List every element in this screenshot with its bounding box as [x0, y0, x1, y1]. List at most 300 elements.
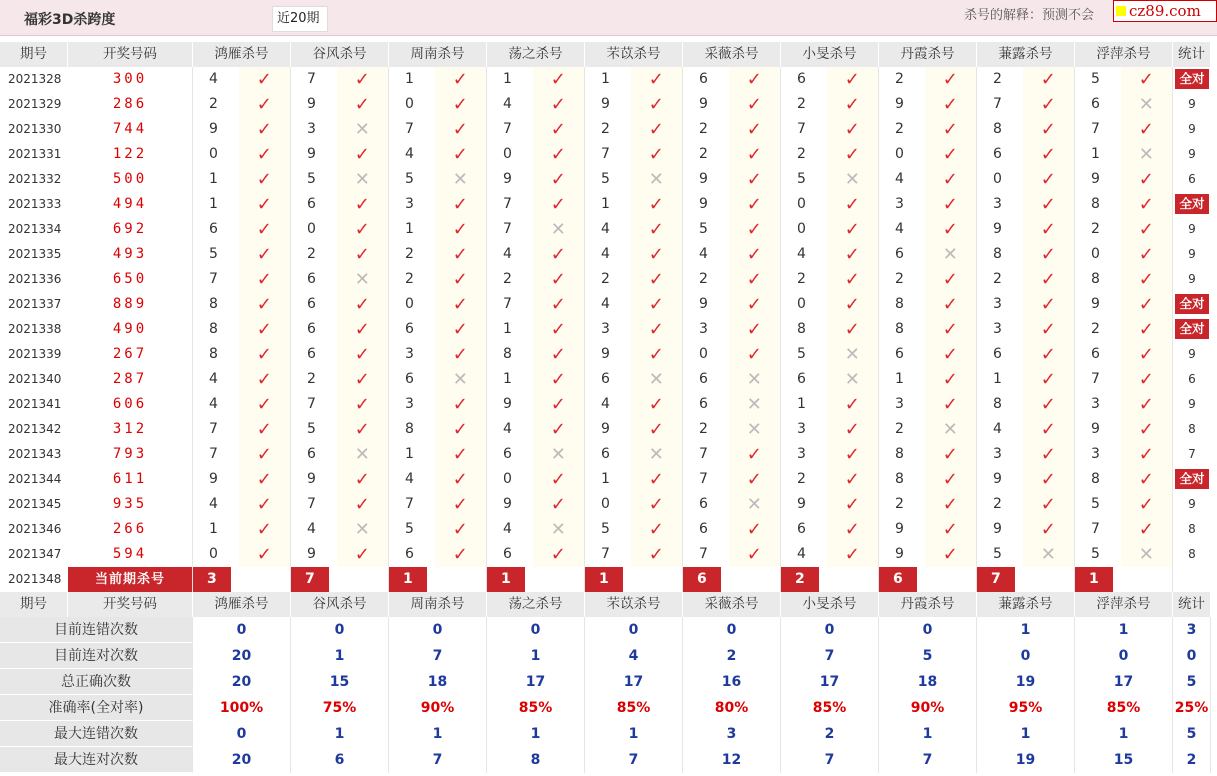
check-icon: ✓	[729, 242, 780, 267]
col-expert-header[interactable]: 浮萍杀号	[1075, 42, 1173, 67]
expert-cell	[291, 367, 389, 392]
kill-number: 7	[1091, 521, 1100, 537]
stat-cell: 7	[1188, 447, 1196, 461]
kill-number: 2	[503, 271, 512, 287]
stats-value: 1	[1075, 721, 1173, 747]
period-select[interactable]: 近20期	[272, 6, 328, 32]
expert-cell	[683, 467, 781, 492]
kill-number-cell	[781, 567, 827, 592]
period-cell: 2021342	[8, 422, 62, 436]
kill-number: 2	[601, 121, 610, 137]
check-icon: ✓	[1023, 367, 1074, 392]
check-icon: ✓	[925, 517, 976, 542]
stat-cell: 9	[1188, 97, 1196, 111]
all-correct-badge: 全对	[1175, 319, 1208, 339]
kill-number: 8	[895, 321, 904, 337]
check-icon: ✓	[827, 417, 878, 442]
expert-cell	[389, 292, 487, 317]
kill-number: 3	[1091, 396, 1100, 412]
period-cell: 2021348	[8, 572, 62, 586]
current-kill-number: 6	[683, 567, 721, 592]
cross-icon: ✕	[729, 417, 780, 442]
kill-number: 9	[699, 196, 708, 212]
kill-number: 2	[699, 421, 708, 437]
check-icon: ✓	[925, 292, 976, 317]
kill-number-cell	[585, 567, 631, 592]
table-row	[0, 217, 1211, 242]
stats-total: 2	[1173, 747, 1211, 773]
kill-number: 9	[307, 96, 316, 112]
kill-number: 6	[1091, 96, 1100, 112]
expert-cell	[879, 142, 977, 167]
check-icon: ✓	[533, 242, 584, 267]
col-expert-header[interactable]: 芣苡杀号	[585, 42, 683, 67]
check-icon: ✓	[239, 367, 290, 392]
check-icon: ✓	[337, 467, 388, 492]
period-cell: 2021341	[8, 397, 62, 411]
draw-number-cell: 287	[68, 367, 193, 392]
expert-cell	[977, 67, 1075, 92]
expert-cell	[683, 392, 781, 417]
check-icon: ✓	[533, 67, 584, 92]
check-icon: ✓	[925, 317, 976, 342]
table-row	[0, 417, 1211, 442]
check-icon: ✓	[533, 142, 584, 167]
expert-cell	[683, 292, 781, 317]
stat-cell: 9	[1188, 122, 1196, 136]
kill-number: 9	[209, 471, 218, 487]
check-icon: ✓	[239, 517, 290, 542]
all-correct-badge: 全对	[1175, 194, 1208, 214]
kill-number: 4	[797, 546, 806, 562]
check-icon: ✓	[827, 192, 878, 217]
stat-cell	[1173, 67, 1211, 92]
expert-cell	[585, 367, 683, 392]
expert-cell	[389, 567, 487, 592]
stats-value: 90%	[879, 695, 977, 721]
check-icon: ✓	[827, 292, 878, 317]
check-icon: ✓	[239, 492, 290, 517]
expert-cell	[683, 242, 781, 267]
kill-number: 0	[405, 96, 414, 112]
kill-number: 5	[209, 246, 218, 262]
kill-number: 6	[307, 346, 316, 362]
check-icon: ✓	[925, 92, 976, 117]
stats-value: 7	[879, 747, 977, 773]
all-correct-badge: 全对	[1175, 469, 1208, 489]
check-icon: ✓	[729, 467, 780, 492]
check-icon: ✓	[729, 317, 780, 342]
kill-number: 3	[699, 321, 708, 337]
expert-cell	[683, 117, 781, 142]
expert-cell	[487, 492, 585, 517]
col-expert-header[interactable]: 小旻杀号	[781, 42, 879, 67]
kill-number: 9	[307, 471, 316, 487]
current-kill-label: 当前期杀号	[68, 567, 193, 592]
check-icon: ✓	[435, 542, 486, 567]
draw-number-cell: 594	[68, 542, 193, 567]
col-expert-header[interactable]: 谷风杀号	[291, 592, 389, 617]
expert-cell	[781, 542, 879, 567]
expert-cell	[977, 342, 1075, 367]
check-icon: ✓	[1023, 67, 1074, 92]
check-icon: ✓	[239, 192, 290, 217]
check-icon: ✓	[1121, 442, 1172, 467]
expert-cell	[683, 192, 781, 217]
kill-number: 6	[699, 496, 708, 512]
expert-cell	[487, 267, 585, 292]
expert-cell	[1075, 242, 1173, 267]
check-icon: ✓	[1121, 492, 1172, 517]
kill-number: 9	[1091, 171, 1100, 187]
kill-number: 2	[895, 421, 904, 437]
kill-number: 4	[797, 246, 806, 262]
current-kill-number: 1	[487, 567, 525, 592]
expert-cell	[977, 392, 1075, 417]
stats-value: 16	[683, 669, 781, 695]
col-expert-header[interactable]: 小旻杀号	[781, 592, 879, 617]
expert-cell	[781, 92, 879, 117]
kill-number: 1	[503, 321, 512, 337]
check-icon: ✓	[729, 267, 780, 292]
expert-cell	[193, 117, 291, 142]
expert-cell	[1075, 117, 1173, 142]
col-expert-header[interactable]: 荡之杀号	[487, 592, 585, 617]
stat-cell: 9	[1188, 497, 1196, 511]
expert-cell	[487, 242, 585, 267]
expert-cell	[291, 342, 389, 367]
kill-number: 9	[993, 521, 1002, 537]
check-icon: ✓	[827, 442, 878, 467]
kill-number: 4	[209, 371, 218, 387]
check-icon: ✓	[1023, 142, 1074, 167]
expert-cell	[781, 567, 879, 592]
kill-number: 4	[601, 221, 610, 237]
kill-table	[0, 42, 1211, 773]
stats-value: 5	[879, 643, 977, 669]
kill-number: 1	[209, 196, 218, 212]
current-period-row	[0, 567, 1211, 592]
expert-cell	[781, 142, 879, 167]
col-expert-header[interactable]: 采薇杀号	[683, 42, 781, 67]
cross-icon: ✕	[729, 492, 780, 517]
kill-number: 6	[797, 371, 806, 387]
expert-cell	[291, 217, 389, 242]
kill-number: 7	[503, 196, 512, 212]
expert-cell	[977, 267, 1075, 292]
expert-cell	[291, 167, 389, 192]
kill-number: 1	[601, 471, 610, 487]
expert-cell	[291, 317, 389, 342]
expert-cell	[977, 367, 1075, 392]
empty-mark	[925, 567, 976, 592]
check-icon: ✓	[533, 267, 584, 292]
page-title: 福彩3D杀跨度	[24, 12, 116, 28]
expert-cell	[487, 567, 585, 592]
check-icon: ✓	[435, 117, 486, 142]
expert-cell	[585, 567, 683, 592]
check-icon: ✓	[925, 467, 976, 492]
check-icon: ✓	[337, 417, 388, 442]
expert-cell	[193, 492, 291, 517]
expert-cell	[389, 342, 487, 367]
check-icon: ✓	[435, 442, 486, 467]
check-icon: ✓	[239, 317, 290, 342]
kill-number: 4	[503, 421, 512, 437]
expert-cell	[683, 567, 781, 592]
check-icon: ✓	[1121, 417, 1172, 442]
kill-number: 0	[797, 196, 806, 212]
col-expert-header[interactable]: 鸿雁杀号	[193, 42, 291, 67]
check-icon: ✓	[533, 192, 584, 217]
expert-cell	[879, 192, 977, 217]
draw-number-cell: 889	[68, 292, 193, 317]
expert-cell	[1075, 442, 1173, 467]
check-icon: ✓	[1023, 117, 1074, 142]
check-icon: ✓	[631, 292, 682, 317]
table-row	[0, 267, 1211, 292]
expert-cell	[291, 117, 389, 142]
check-icon: ✓	[827, 142, 878, 167]
kill-number: 6	[307, 321, 316, 337]
check-icon: ✓	[827, 517, 878, 542]
expert-cell	[977, 167, 1075, 192]
kill-number: 0	[405, 296, 414, 312]
check-icon: ✓	[729, 542, 780, 567]
stats-value: 0	[585, 617, 683, 643]
kill-number: 5	[797, 171, 806, 187]
kill-number: 3	[993, 296, 1002, 312]
kill-number-cell	[879, 567, 925, 592]
expert-cell	[487, 442, 585, 467]
kill-number: 6	[699, 71, 708, 87]
kill-number: 7	[601, 546, 610, 562]
expert-cell	[977, 142, 1075, 167]
kill-number: 7	[1091, 121, 1100, 137]
col-expert-header[interactable]: 采薇杀号	[683, 592, 781, 617]
check-icon: ✓	[533, 342, 584, 367]
expert-cell	[291, 492, 389, 517]
stats-value: 0	[389, 617, 487, 643]
expert-cell	[683, 217, 781, 242]
expert-cell	[879, 167, 977, 192]
check-icon: ✓	[925, 442, 976, 467]
period-cell: 2021343	[8, 447, 62, 461]
check-icon: ✓	[925, 217, 976, 242]
expert-cell	[193, 142, 291, 167]
draw-number-cell: 300	[68, 67, 193, 92]
kill-number: 7	[307, 496, 316, 512]
col-expert-header[interactable]: 蒹露杀号	[977, 592, 1075, 617]
col-expert-header[interactable]: 荡之杀号	[487, 42, 585, 67]
check-icon: ✓	[925, 392, 976, 417]
stats-value: 0	[781, 617, 879, 643]
expert-cell	[879, 567, 977, 592]
stats-total: 5	[1173, 669, 1211, 695]
col-expert-header[interactable]: 周南杀号	[389, 42, 487, 67]
draw-number-cell: 650	[68, 267, 193, 292]
kill-number: 2	[699, 121, 708, 137]
kill-number: 6	[307, 446, 316, 462]
check-icon: ✓	[1121, 217, 1172, 242]
table-row	[0, 542, 1211, 567]
check-icon: ✓	[631, 417, 682, 442]
expert-cell	[487, 417, 585, 442]
col-expert-header[interactable]: 周南杀号	[389, 592, 487, 617]
check-icon: ✓	[1121, 342, 1172, 367]
kill-number: 5	[699, 221, 708, 237]
cross-icon: ✕	[1121, 92, 1172, 117]
expert-cell	[977, 492, 1075, 517]
kill-number: 6	[503, 446, 512, 462]
expert-cell	[781, 367, 879, 392]
kill-number: 2	[1091, 221, 1100, 237]
expert-cell	[879, 442, 977, 467]
kill-number: 7	[503, 296, 512, 312]
check-icon: ✓	[1023, 192, 1074, 217]
col-expert-header[interactable]: 浮萍杀号	[1075, 592, 1173, 617]
cross-icon: ✕	[631, 167, 682, 192]
stats-value: 1	[879, 721, 977, 747]
expert-cell	[683, 167, 781, 192]
check-icon: ✓	[631, 142, 682, 167]
stats-value: 18	[389, 669, 487, 695]
check-icon: ✓	[631, 117, 682, 142]
draw-number-cell: 490	[68, 317, 193, 342]
expert-cell	[291, 517, 389, 542]
kill-number: 7	[209, 446, 218, 462]
kill-number: 0	[601, 496, 610, 512]
expert-cell	[977, 567, 1075, 592]
cross-icon: ✕	[631, 442, 682, 467]
stats-value: 1	[487, 721, 585, 747]
empty-mark	[1121, 567, 1172, 592]
period-cell: 2021339	[8, 347, 62, 361]
period-cell: 2021330	[8, 122, 62, 136]
current-kill-number: 1	[389, 567, 427, 592]
current-kill-number: 7	[291, 567, 329, 592]
expert-cell	[585, 467, 683, 492]
expert-cell	[487, 467, 585, 492]
check-icon: ✓	[533, 492, 584, 517]
check-icon: ✓	[533, 392, 584, 417]
stats-label: 最大连错次数	[0, 721, 193, 747]
expert-cell	[1075, 217, 1173, 242]
stats-value: 1	[1075, 617, 1173, 643]
kill-number: 9	[895, 521, 904, 537]
kill-number: 6	[405, 371, 414, 387]
stats-value: 19	[977, 747, 1075, 773]
expert-cell	[291, 567, 389, 592]
col-expert-header[interactable]: 蒹露杀号	[977, 42, 1075, 67]
col-expert-header[interactable]: 丹霞杀号	[879, 592, 977, 617]
stats-value: 7	[781, 643, 879, 669]
expert-cell	[879, 67, 977, 92]
check-icon: ✓	[729, 342, 780, 367]
kill-number: 5	[307, 171, 316, 187]
check-icon: ✓	[729, 217, 780, 242]
kill-number: 6	[307, 296, 316, 312]
check-icon: ✓	[533, 92, 584, 117]
expert-cell	[781, 167, 879, 192]
stat-cell: 8	[1188, 522, 1196, 536]
col-expert-header[interactable]: 芣苡杀号	[585, 592, 683, 617]
kill-number: 8	[895, 446, 904, 462]
check-icon: ✓	[827, 217, 878, 242]
period-cell: 2021337	[8, 297, 62, 311]
table-row	[0, 192, 1211, 217]
check-icon: ✓	[1023, 392, 1074, 417]
kill-number: 9	[1091, 421, 1100, 437]
check-icon: ✓	[435, 292, 486, 317]
expert-cell	[389, 517, 487, 542]
expert-cell	[487, 392, 585, 417]
kill-number: 1	[405, 71, 414, 87]
expert-cell	[1075, 317, 1173, 342]
kill-number: 9	[503, 171, 512, 187]
stats-value: 85%	[781, 695, 879, 721]
kill-number: 8	[993, 121, 1002, 137]
check-icon: ✓	[239, 267, 290, 292]
cross-icon: ✕	[729, 392, 780, 417]
kill-number: 0	[209, 546, 218, 562]
stats-value: 19	[977, 669, 1075, 695]
check-icon: ✓	[631, 492, 682, 517]
expert-cell	[879, 267, 977, 292]
check-icon: ✓	[925, 267, 976, 292]
kill-number: 9	[993, 221, 1002, 237]
stats-value: 95%	[977, 695, 1075, 721]
logo-text: cz89.com	[1129, 2, 1201, 20]
col-expert-header[interactable]: 鸿雁杀号	[193, 592, 291, 617]
kill-number: 6	[405, 546, 414, 562]
check-icon: ✓	[925, 67, 976, 92]
kill-number: 9	[993, 471, 1002, 487]
expert-cell	[781, 317, 879, 342]
kill-number: 3	[993, 446, 1002, 462]
col-expert-header[interactable]: 丹霞杀号	[879, 42, 977, 67]
expert-cell	[585, 267, 683, 292]
check-icon: ✓	[337, 92, 388, 117]
stat-cell	[1173, 292, 1211, 317]
kill-number: 2	[307, 371, 316, 387]
header-row	[0, 42, 1211, 67]
site-logo[interactable]	[1113, 0, 1217, 22]
check-icon: ✓	[1121, 467, 1172, 492]
kill-number: 9	[503, 396, 512, 412]
kill-number: 2	[601, 271, 610, 287]
expert-cell	[291, 442, 389, 467]
col-expert-header[interactable]: 谷风杀号	[291, 42, 389, 67]
check-icon: ✓	[631, 192, 682, 217]
check-icon: ✓	[337, 392, 388, 417]
current-kill-number: 7	[977, 567, 1015, 592]
stats-row	[0, 669, 1211, 695]
stat-cell	[1173, 317, 1211, 342]
period-cell: 2021340	[8, 372, 62, 386]
expert-cell	[977, 242, 1075, 267]
expert-cell	[781, 517, 879, 542]
stats-label: 最大连对次数	[0, 747, 193, 773]
kill-number: 0	[1091, 246, 1100, 262]
expert-cell	[879, 517, 977, 542]
stats-total: 3	[1173, 617, 1211, 643]
current-kill-number: 3	[193, 567, 231, 592]
stats-value: 0	[193, 721, 291, 747]
kill-number: 4	[209, 396, 218, 412]
check-icon: ✓	[533, 292, 584, 317]
cross-icon: ✕	[435, 167, 486, 192]
